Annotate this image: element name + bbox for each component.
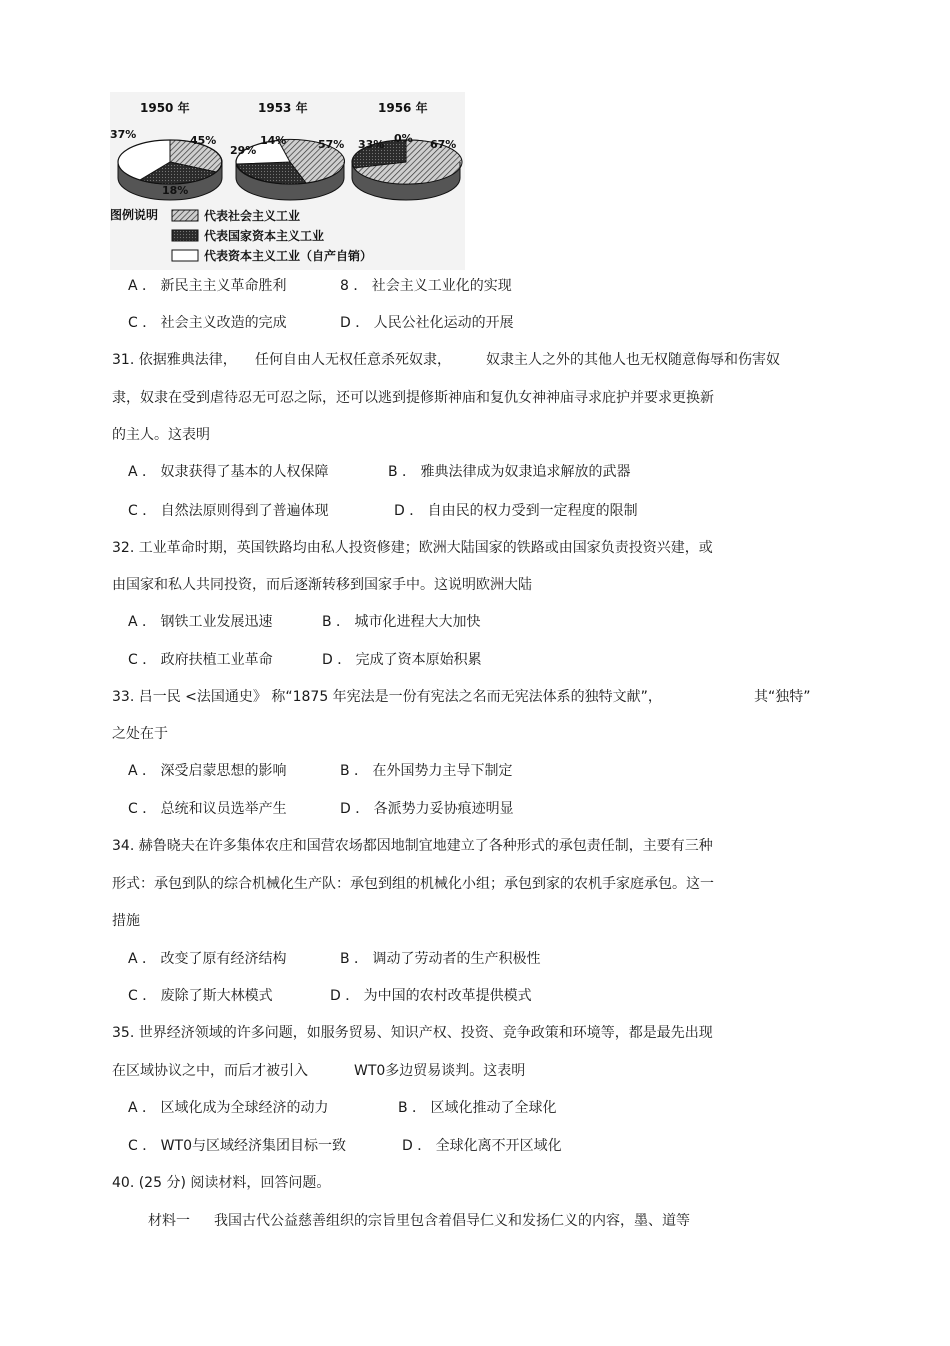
- q32-option-d: D ． 完成了资本原始积累: [322, 652, 482, 668]
- q31-option-b: B ． 雅典法律成为奴隶追求解放的武器: [388, 464, 631, 480]
- pie-1953-label-socialist: 57%: [318, 138, 345, 151]
- q34-option-a: A ． 改变了原有经济结构: [128, 951, 287, 967]
- q31-stem-1b: 任何自由人无权任意杀死奴隶，: [255, 352, 451, 368]
- legend-swatch-capitalist: [172, 250, 198, 261]
- q32-option-b: B ． 城市化进程大大加快: [322, 614, 481, 630]
- legend-item-capitalist: 代表资本主义工业（自产自销）: [204, 249, 373, 263]
- q31-stem-1c: 奴隶主人之外的其他人也无权随意侮辱和伤害奴: [486, 352, 780, 368]
- q35-option-a: A ． 区域化成为全球经济的动力: [128, 1100, 329, 1116]
- q32-option-a: A ． 钢铁工业发展迅速: [128, 614, 273, 630]
- year-label-1953: 1953 年: [258, 101, 308, 115]
- q33-option-a: A ． 深受启蒙思想的影响: [128, 763, 287, 779]
- q31-stem-1a: 31. 依据雅典法律，: [112, 352, 237, 368]
- pie-1953: [230, 134, 344, 200]
- legend-swatch-state: [172, 230, 198, 241]
- pie-1956-label-capitalist: 0%: [394, 132, 413, 145]
- pie-charts-svg: [110, 92, 465, 270]
- q40-material-label: 材料一: [148, 1213, 190, 1229]
- q34-stem-3: 措施: [112, 913, 140, 929]
- q33-option-b: B ． 在外国势力主导下制定: [340, 763, 513, 779]
- q34-option-b: B ． 调动了劳动者的生产积极性: [340, 951, 541, 967]
- q34-stem-1: 34. 赫鲁晓夫在许多集体农庄和国营农场都因地制宜地建立了各种形式的承包责任制，主要有三种: [112, 838, 713, 854]
- ownership-pie-figure: [110, 92, 465, 270]
- pie-1956: [352, 132, 462, 200]
- pie-1950-label-socialist: 45%: [190, 134, 217, 147]
- legend-item-state: 代表国家资本主义工业: [204, 229, 325, 243]
- year-label-1950: 1950 年: [140, 101, 190, 115]
- legend-title: 图例说明: [110, 208, 159, 222]
- q33-option-c: C ． 总统和议员选举产生: [128, 801, 287, 817]
- q31-stem-2: 隶，奴隶在受到虐待忍无可忍之际，还可以逃到提修斯神庙和复仇女神神庙寻求庇护并要求更换新: [112, 390, 714, 406]
- q35-stem-2a: 在区域协议之中，而后才被引入: [112, 1063, 308, 1079]
- pie-1950-label-capitalist: 37%: [110, 128, 137, 141]
- q30-option-b: 8 ． 社会主义工业化的实现: [340, 278, 512, 294]
- q30-option-c: C ． 社会主义改造的完成: [128, 315, 287, 331]
- pie-1956-label-state: 33%: [358, 138, 385, 151]
- q34-option-d: D ． 为中国的农村改革提供模式: [330, 988, 532, 1004]
- q35-option-b: B ． 区域化推动了全球化: [398, 1100, 557, 1116]
- pie-1950-label-state: 18%: [162, 184, 189, 197]
- year-label-1956: 1956 年: [378, 101, 428, 115]
- q40-stem-1: 40. (25 分) 阅读材料，回答问题。: [112, 1175, 331, 1191]
- q35-stem-2b: WT0多边贸易谈判。这表明: [354, 1063, 526, 1079]
- q35-option-d: D ． 全球化离不开区域化: [402, 1138, 562, 1154]
- q31-stem-3: 的主人。这表明: [112, 427, 210, 443]
- q33-option-d: D ． 各派势力妥协痕迹明显: [340, 801, 514, 817]
- q35-stem-1: 35. 世界经济领域的许多问题，如服务贸易、知识产权、投资、竞争政策和环境等，都是最先出现: [112, 1025, 713, 1041]
- q33-stem-2: 之处在于: [112, 726, 168, 742]
- pie-1950: [110, 128, 222, 200]
- q30-option-d: D ． 人民公社化运动的开展: [340, 315, 514, 331]
- legend-swatch-socialist: [172, 210, 198, 221]
- q31-option-c: C ． 自然法原则得到了普遍体现: [128, 503, 329, 519]
- q33-stem-1a: 33. 吕一民 <法国通史》 称“1875 年宪法是一份有宪法之名而无宪法体系的独特文献”，: [112, 689, 662, 705]
- q34-stem-2: 形式：承包到队的综合机械化生产队：承包到组的机械化小组；承包到家的农机手家庭承包。这一: [112, 876, 714, 892]
- q30-option-a: A ． 新民主主义革命胜利: [128, 278, 287, 294]
- q40-material-text: 我国古代公益慈善组织的宗旨里包含着倡导仁义和发扬仁义的内容，墨、道等: [214, 1213, 690, 1229]
- q33-stem-1b: 其“独特”: [754, 689, 811, 705]
- pie-1953-label-state: 29%: [230, 144, 257, 157]
- q34-option-c: C ． 废除了斯大林模式: [128, 988, 273, 1004]
- q35-option-c: C ． WT0与区域经济集团目标一致: [128, 1138, 346, 1154]
- legend-item-socialist: 代表社会主义工业: [204, 209, 301, 223]
- q32-option-c: C ． 政府扶植工业革命: [128, 652, 273, 668]
- q32-stem-1: 32. 工业革命时期，英国铁路均由私人投资修建；欧洲大陆国家的铁路或由国家负责投资兴建，或: [112, 540, 713, 556]
- q31-option-d: D ． 自由民的权力受到一定程度的限制: [394, 503, 638, 519]
- pie-1956-label-socialist: 67%: [430, 138, 457, 151]
- pie-1953-label-capitalist: 14%: [260, 134, 287, 147]
- q31-option-a: A ． 奴隶获得了基本的人权保障: [128, 464, 329, 480]
- q32-stem-2: 由国家和私人共同投资，而后逐渐转移到国家手中。这说明欧洲大陆: [112, 577, 532, 593]
